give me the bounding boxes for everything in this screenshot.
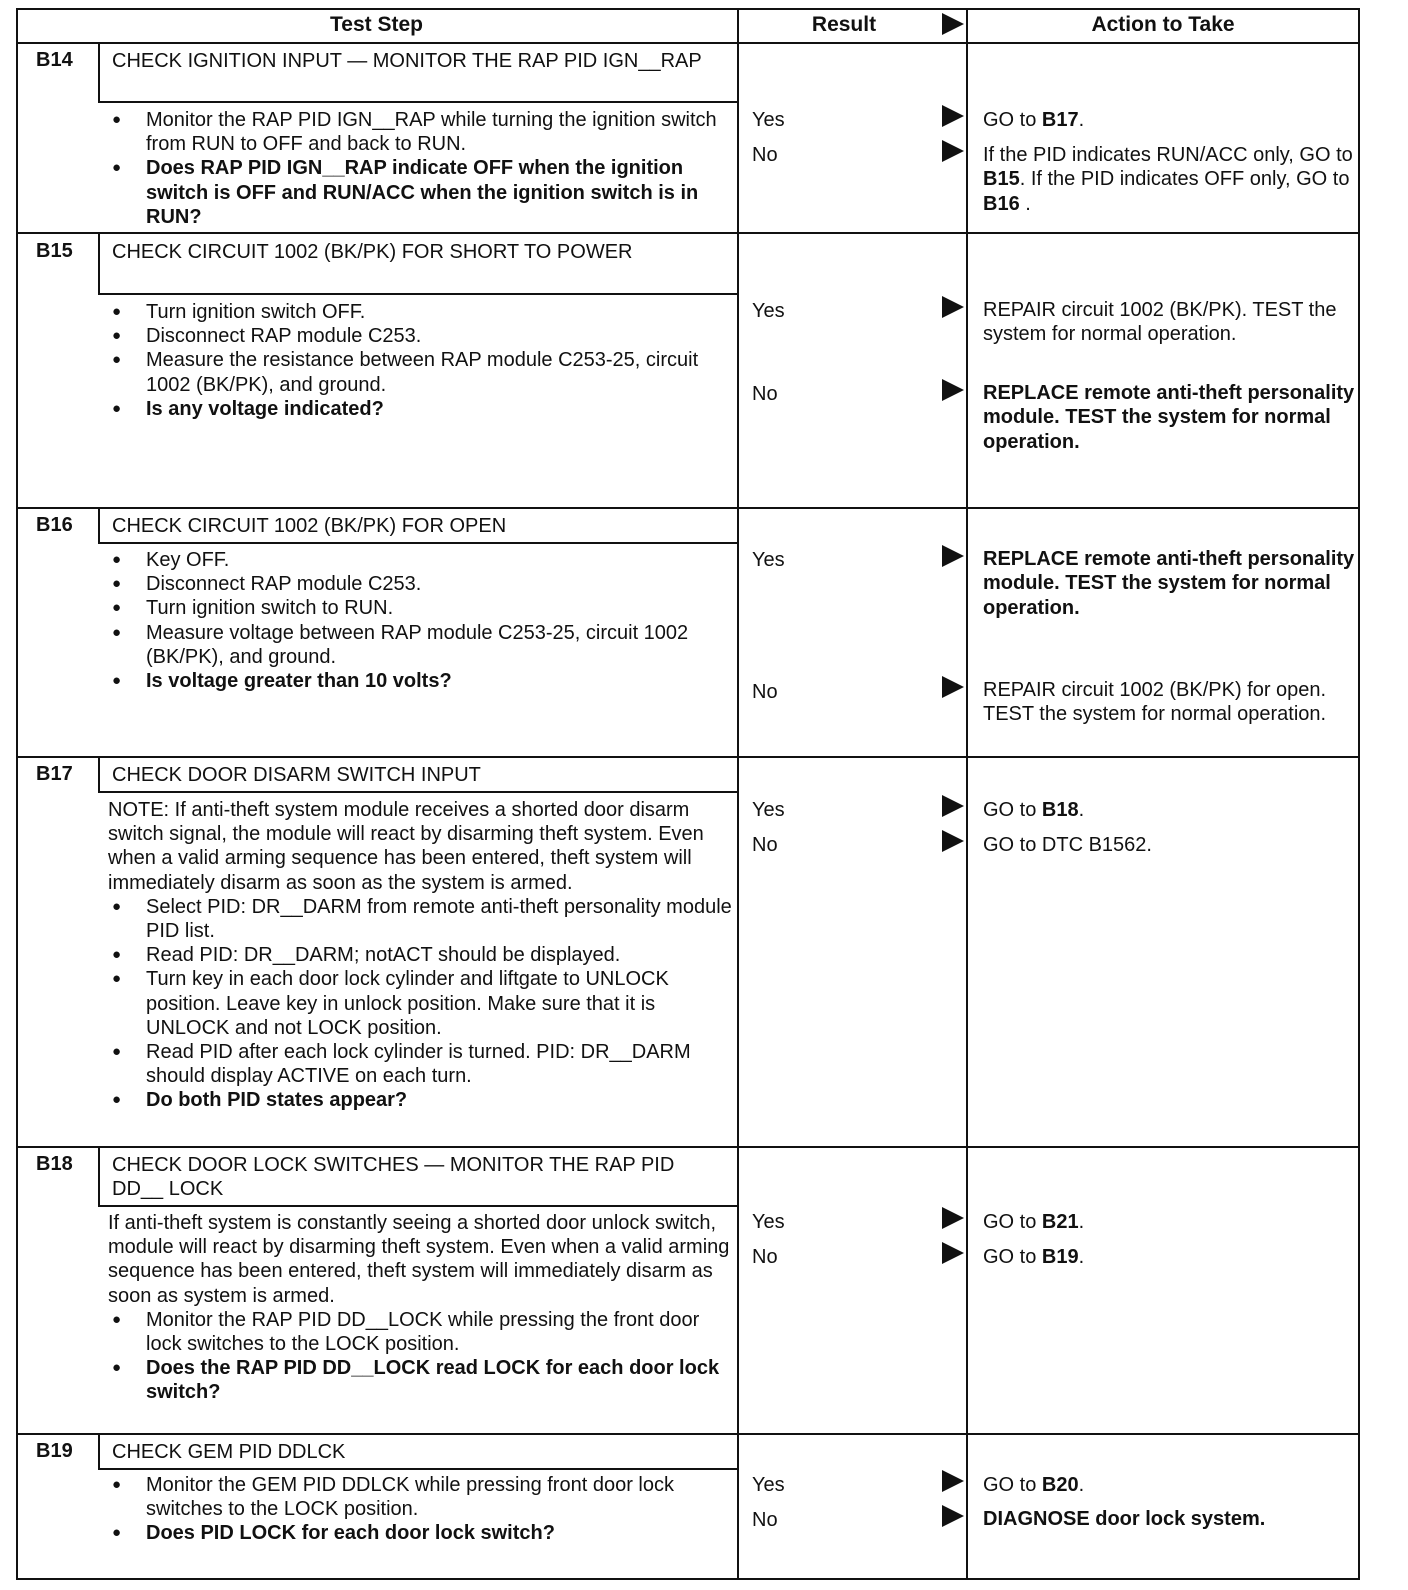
result-yes: Yes — [752, 799, 785, 821]
result-arrow-icon — [942, 140, 964, 162]
step-body — [108, 108, 738, 229]
result-yes: Yes — [752, 109, 785, 131]
step-id: B17 — [36, 763, 73, 785]
step-title: CHECK GEM PID DDLCK — [112, 1441, 346, 1463]
step-id: B15 — [36, 240, 73, 262]
step-title: CHECK IGNITION INPUT — MONITOR THE RAP PID IGN__RAP — [112, 50, 702, 72]
result-no: No — [752, 1246, 778, 1268]
title-divider — [98, 542, 737, 544]
table-border-left — [16, 8, 18, 1580]
action-text: REPAIR circuit 1002 (BK/PK). TEST the system for normal operation. — [983, 299, 1337, 346]
action-text: GO to B17. — [983, 109, 1085, 131]
step-bullet: ● Disconnect RAP module C253. — [108, 324, 738, 348]
step-bullet: ● Monitor the GEM PID DDLCK while pressing front door lock switches to the LOCK position. — [108, 1473, 738, 1521]
step-bullet: ● Monitor the RAP PID DD__LOCK while pressing the front door lock switches to the LOCK position. — [108, 1308, 738, 1356]
result-arrow-icon — [942, 105, 964, 127]
title-divider — [98, 293, 737, 295]
step-id: B14 — [36, 49, 73, 71]
step-title: CHECK DOOR DISARM SWITCH INPUT — [112, 764, 481, 786]
id-divider — [98, 232, 100, 294]
step-body — [108, 798, 738, 1113]
action-text: REPAIR circuit 1002 (BK/PK) for open. TEST the system for normal operation. — [983, 679, 1327, 726]
result-no: No — [752, 383, 778, 405]
step-bullet: ● Disconnect RAP module C253. — [108, 572, 738, 596]
id-divider — [98, 756, 100, 792]
result-no: No — [752, 1509, 778, 1531]
step-question: ● Does PID LOCK for each door lock switch? — [108, 1521, 738, 1545]
action-text: If the PID indicates RUN/ACC only, GO to B15. If the PID indicates OFF only, GO to B16 . — [983, 144, 1353, 215]
action-text: DIAGNOSE door lock system. — [983, 1508, 1266, 1530]
header-test-step: Test Step — [330, 13, 423, 36]
step-title: CHECK CIRCUIT 1002 (BK/PK) FOR SHORT TO POWER — [112, 241, 633, 263]
result-arrow-icon — [942, 296, 964, 318]
result-arrow-icon — [942, 830, 964, 852]
table-border-bottom — [16, 1578, 1360, 1580]
step-question: ● Is voltage greater than 10 volts? — [108, 669, 738, 693]
step-question: ● Is any voltage indicated? — [108, 397, 738, 421]
id-divider — [98, 1433, 100, 1469]
header-divider — [16, 42, 1360, 44]
action-text: GO to B19. — [983, 1246, 1085, 1268]
step-bullet: ● Measure voltage between RAP module C253-25, circuit 1002 (BK/PK), and ground. — [108, 621, 738, 669]
step-title: CHECK CIRCUIT 1002 (BK/PK) FOR OPEN — [112, 515, 507, 537]
step-body — [108, 300, 738, 421]
step-bullet: ● Turn ignition switch to RUN. — [108, 596, 738, 620]
row-divider — [16, 756, 1360, 758]
title-divider — [98, 791, 737, 793]
step-id: B19 — [36, 1440, 73, 1462]
step-note: If anti-theft system is constantly seeing a shorted door unlock switch, module will react by disarming theft system. Even when a valid arming sequence has been entered, theft system will immediately disarm as soon as system is armed. — [108, 1212, 730, 1307]
row-divider — [16, 507, 1360, 509]
action-text: GO to B20. — [983, 1474, 1085, 1496]
title-divider — [98, 1468, 737, 1470]
id-divider — [98, 1146, 100, 1206]
header-action: Action to Take — [1091, 13, 1235, 36]
table-border-right — [1358, 8, 1360, 1580]
step-id: B18 — [36, 1153, 73, 1175]
step-bullet: ● Read PID: DR__DARM; notACT should be displayed. — [108, 943, 738, 967]
title-divider — [98, 101, 737, 103]
result-arrow-icon — [942, 676, 964, 698]
id-divider — [98, 42, 100, 102]
result-arrow-icon — [942, 1505, 964, 1527]
header-arrow-icon — [942, 13, 964, 35]
action-text: GO to DTC B1562. — [983, 834, 1152, 856]
step-title: CHECK DOOR LOCK SWITCHES — MONITOR THE RAP PID DD__ LOCK — [112, 1154, 675, 1200]
id-divider — [98, 507, 100, 543]
result-yes: Yes — [752, 549, 785, 571]
step-bullet: ● Key OFF. — [108, 548, 738, 572]
action-text: GO to B18. — [983, 799, 1085, 821]
action-text: REPLACE remote anti-theft personality module. TEST the system for normal operation. — [983, 548, 1355, 619]
step-question: ● Does the RAP PID DD__LOCK read LOCK for each door lock switch? — [108, 1356, 738, 1404]
result-arrow-icon — [942, 1207, 964, 1229]
result-yes: Yes — [752, 1211, 785, 1233]
action-text: REPLACE remote anti-theft personality module. TEST the system for normal operation. — [983, 382, 1355, 453]
step-note: NOTE: If anti-theft system module receives a shorted door disarm switch signal, the module will react by disarming theft system. Even when a valid arming sequence has been entered, theft system will immediately disarm as soon as the system is armed. — [108, 799, 704, 894]
header-result: Result — [811, 13, 877, 36]
step-bullet: ● Read PID after each lock cylinder is turned. PID: DR__DARM should display ACTIVE on each turn. — [108, 1040, 738, 1088]
step-question: ● Do both PID states appear? — [108, 1088, 738, 1112]
result-no: No — [752, 144, 778, 166]
result-arrow-icon — [942, 795, 964, 817]
step-bullet: ● Turn ignition switch OFF. — [108, 300, 738, 324]
step-body — [108, 548, 738, 693]
step-id: B16 — [36, 514, 73, 536]
action-text: GO to B21. — [983, 1211, 1085, 1233]
step-bullet: ● Turn key in each door lock cylinder and liftgate to UNLOCK position. Leave key in unlock position. Make sure that it is UNLOCK and not LOCK position. — [108, 967, 738, 1040]
result-arrow-icon — [942, 1470, 964, 1492]
step-bullet: ● Measure the resistance between RAP module C253-25, circuit 1002 (BK/PK), and ground. — [108, 348, 738, 396]
result-yes: Yes — [752, 300, 785, 322]
title-divider — [98, 1205, 737, 1207]
row-divider — [16, 1433, 1360, 1435]
row-divider — [16, 232, 1360, 234]
column-divider-action — [966, 8, 968, 1580]
result-arrow-icon — [942, 545, 964, 567]
result-arrow-icon — [942, 1242, 964, 1264]
row-divider — [16, 1146, 1360, 1148]
step-bullet: ● Monitor the RAP PID IGN__RAP while turning the ignition switch from RUN to OFF and back to RUN. — [108, 108, 738, 156]
result-no: No — [752, 834, 778, 856]
result-yes: Yes — [752, 1474, 785, 1496]
step-body — [108, 1211, 738, 1405]
result-arrow-icon — [942, 379, 964, 401]
step-body — [108, 1473, 738, 1546]
result-no: No — [752, 681, 778, 703]
step-question: ● Does RAP PID IGN__RAP indicate OFF when the ignition switch is OFF and RUN/ACC when the ignition switch is in RUN? — [108, 156, 738, 229]
step-bullet: ● Select PID: DR__DARM from remote anti-theft personality module PID list. — [108, 895, 738, 943]
